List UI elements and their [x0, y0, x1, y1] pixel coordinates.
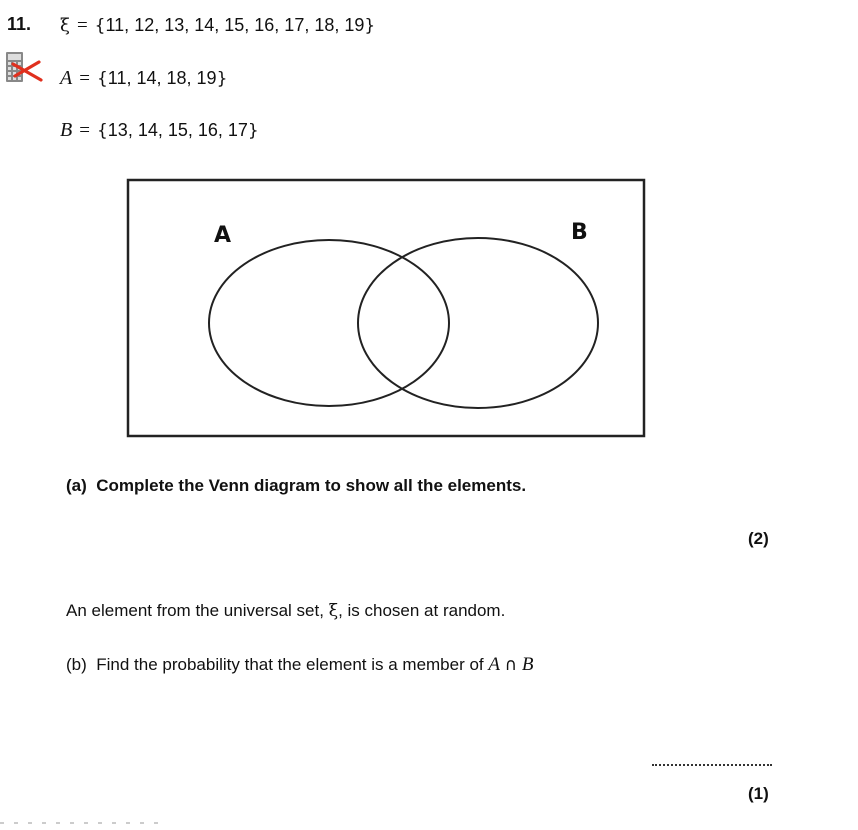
intro-universal-symbol: ξ [328, 601, 339, 621]
part-b-set-a: A [488, 654, 500, 675]
close-brace: } [247, 121, 259, 141]
part-b-set-b: B [521, 654, 534, 675]
venn-diagram [124, 176, 650, 445]
set-a-symbol: A [60, 67, 73, 89]
venn-label-a: A [214, 223, 232, 248]
open-brace: { [96, 121, 108, 141]
open-brace: { [94, 16, 106, 36]
intersection-symbol: ∩ [504, 655, 518, 675]
part-b-question [66, 654, 534, 676]
part-b-marks: (1) [748, 784, 769, 803]
set-b-symbol: B [60, 119, 73, 141]
part-a-text: Complete the Venn diagram to show all the elements. [96, 476, 527, 495]
footer-decoration [0, 812, 200, 816]
set-b-elements: 13, 14, 15, 16, 17 [107, 120, 248, 140]
intro-text-before: An element from the universal set, [66, 601, 329, 620]
set-a-elements: 11, 14, 18, 19 [107, 68, 217, 88]
open-brace: { [96, 69, 108, 89]
set-b-ellipse[interactable] [358, 238, 598, 408]
universal-set-elements: 11, 12, 13, 14, 15, 16, 17, 18, 19 [105, 15, 365, 35]
question-number: 11. [7, 14, 32, 34]
close-brace: } [364, 16, 376, 36]
part-b-text: Find the probability that the element is a member of [96, 655, 489, 674]
equals-sign: = [76, 15, 88, 36]
set-a-line [60, 67, 227, 90]
venn-label-b: B [571, 220, 588, 245]
equals-sign: = [79, 68, 90, 89]
equals-sign: = [79, 120, 90, 141]
part-b-intro [66, 601, 505, 621]
set-a-ellipse[interactable] [209, 240, 449, 406]
universal-set-rectangle [128, 180, 644, 436]
part-a-marks: (2) [748, 529, 769, 548]
universal-set-line [60, 15, 375, 37]
part-b-label: (b) [66, 655, 87, 674]
part-a-label: (a) [66, 476, 87, 495]
answer-line[interactable] [652, 764, 772, 766]
calculator-crossed-icon [3, 50, 43, 90]
set-b-line [60, 119, 259, 142]
universal-set-symbol: ξ [60, 15, 70, 36]
part-a-instruction [66, 476, 526, 496]
intro-text-after: , is chosen at random. [338, 601, 506, 620]
close-brace: } [216, 69, 228, 89]
